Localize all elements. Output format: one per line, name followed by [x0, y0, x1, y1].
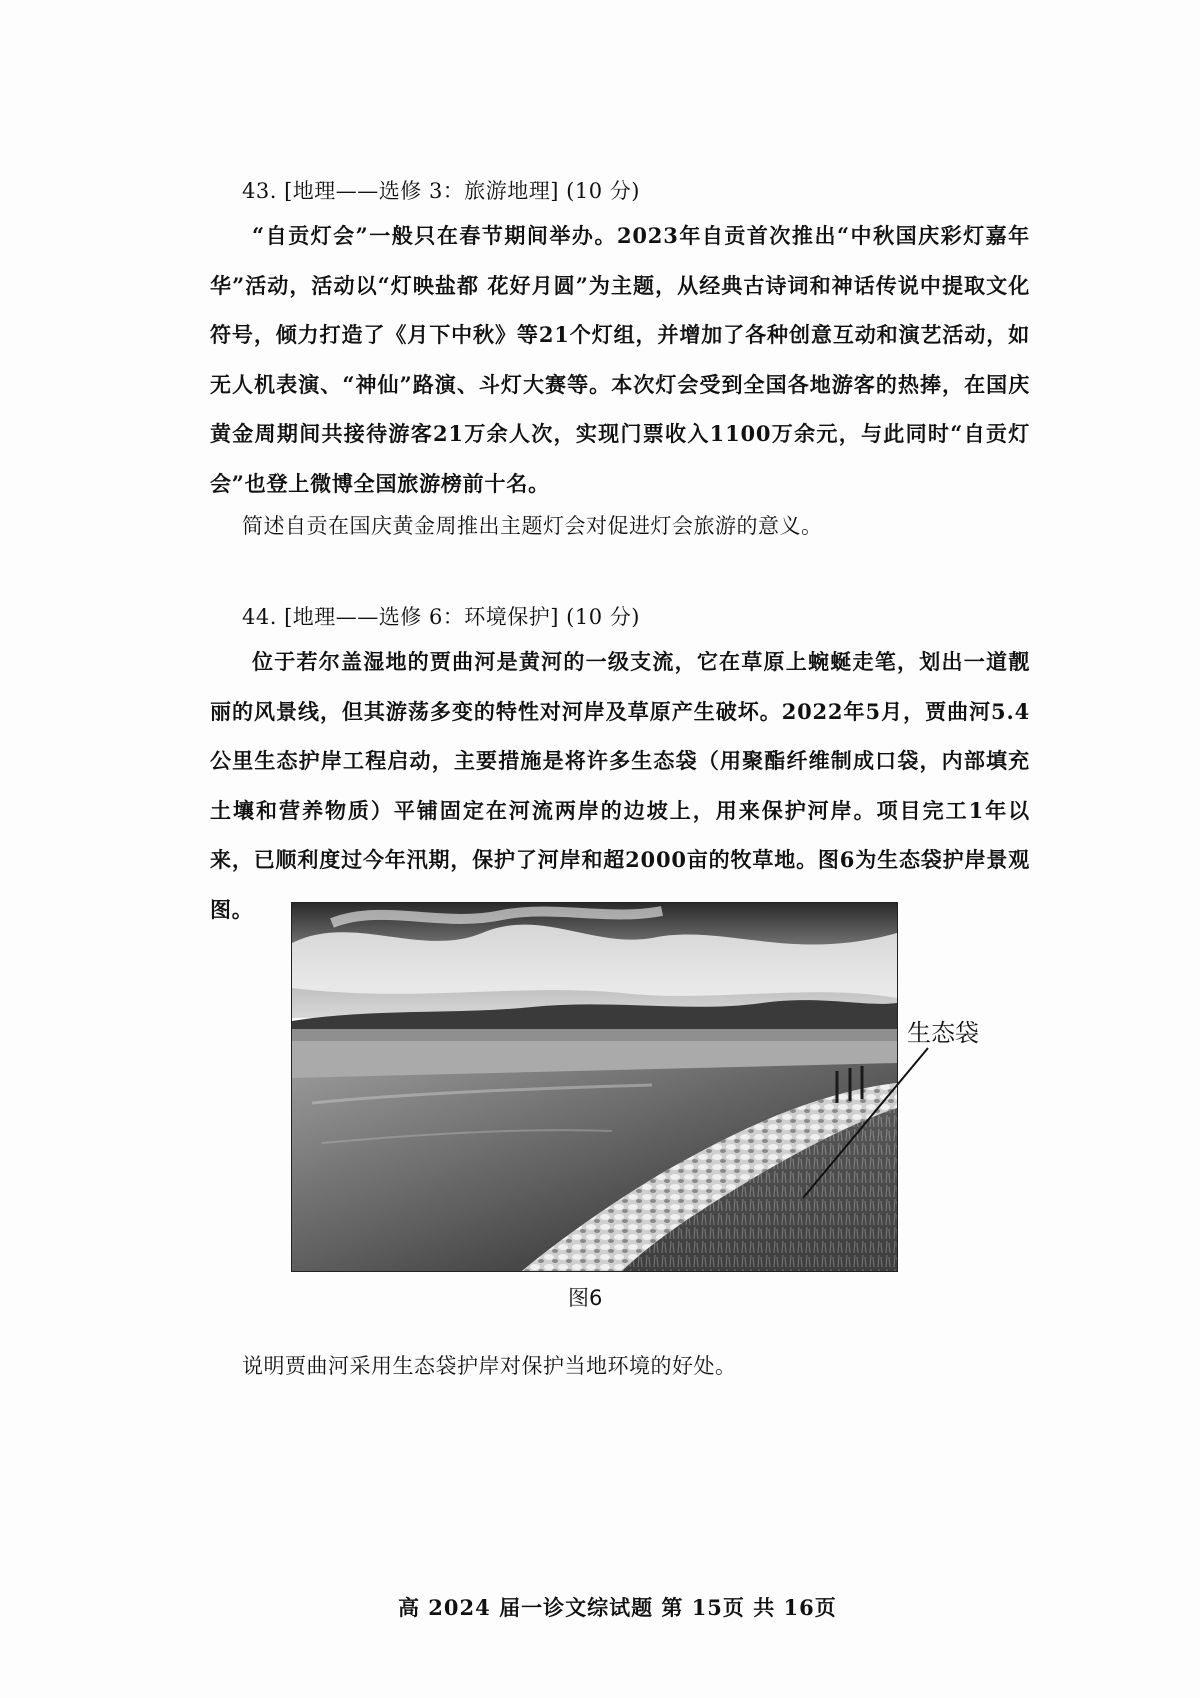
- q43-passage: “自贡灯会”一般只在春节期间举办。2023年自贡首次推出“中秋国庆彩灯嘉年华”活动，活动以“灯映盐都 花好月圆”为主题，从经典古诗词和神话传说中提取文化符号，倾力打造了《月下中秋》等21个灯组，并增加了各种创意互动和演艺活动，如无人机表演、“神仙”路演、斗灯大赛等。本次灯会受到全国各地游客的热捧，在国庆黄金周期间共接待游客21万余人次，实现门票收入1100万余元，与此同时“自贡灯会”也登上微博全国旅游榜前十名。: [210, 223, 1030, 496]
- q44-passage: 位于若尔盖湿地的贾曲河是黄河的一级支流，它在草原上蜿蜒走笔，划出一道靓丽的风景线，但其游荡多变的特性对河岸及草原产生破坏。2022年5月，贾曲河5.4公里生态护岸工程启动，主要措施是将许多生态袋（用聚酯纤维制成口袋，内部填充土壤和营养物质）平铺固定在河流两岸的边坡上，用来保护河岸。项目完工1年以来，已顺利度过今年汛期，保护了河岸和超2000亩的牧草地。图6为生态袋护岸景观图。: [210, 649, 1030, 922]
- q43-question: 简述自贡在国庆黄金周推出主题灯会对促进灯会旅游的意义。: [242, 514, 823, 538]
- q44-header: 44. [地理——选修 6：环境保护] (10 分): [242, 605, 640, 629]
- q44-question: 说明贾曲河采用生态袋护岸对保护当地环境的好处。: [242, 1354, 737, 1378]
- figure-caption: 图6: [568, 1286, 603, 1310]
- figure-label-eco-bag: 生态袋: [907, 1019, 979, 1047]
- q43-header: 43. [地理——选修 3：旅游地理] (10 分): [242, 179, 640, 203]
- page-footer: 高 2024 届一诊文综试题 第 15页 共 16页: [398, 1595, 837, 1620]
